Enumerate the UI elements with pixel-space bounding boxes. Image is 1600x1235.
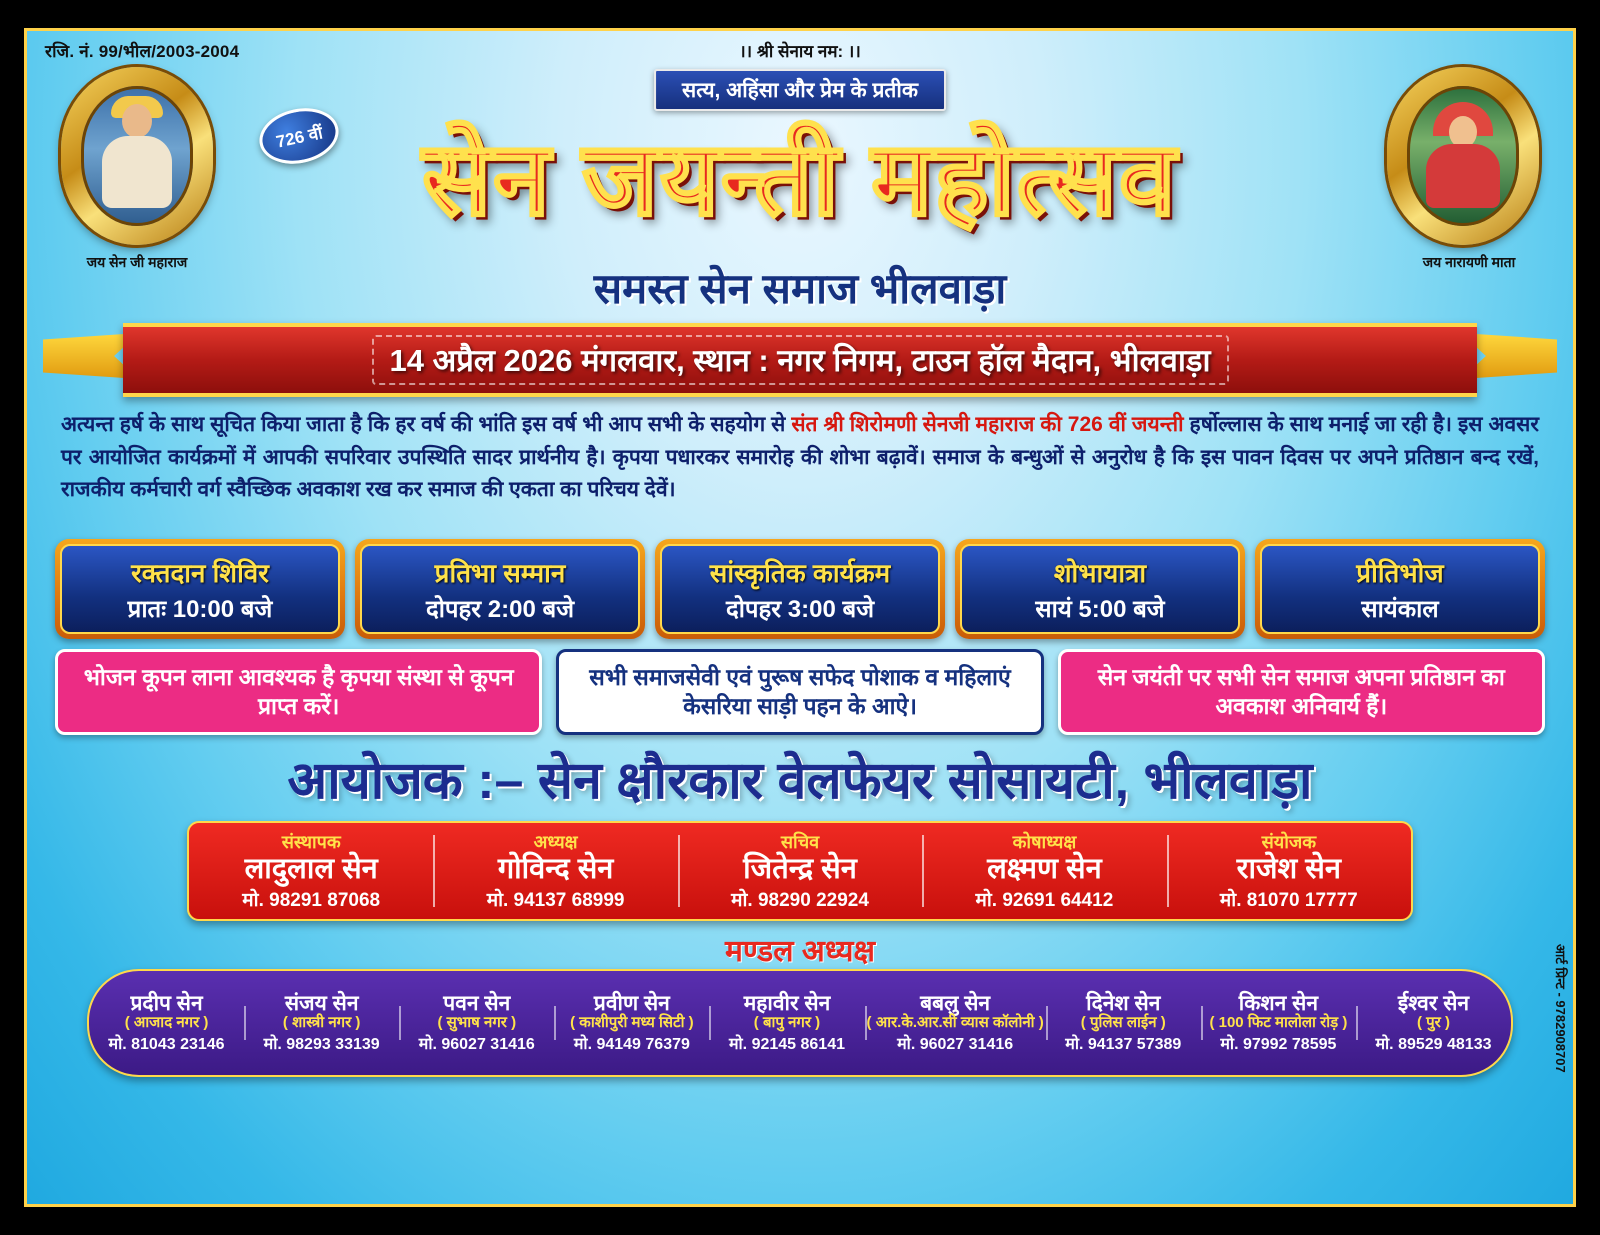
mandal-member-area: ( 100 फिट मालोला रोड़ ) xyxy=(1209,1014,1348,1032)
program-time: दोपहर 2:00 बजे xyxy=(425,595,575,623)
mandal-member xyxy=(89,992,244,1054)
mandal-member-area: ( सुभाष नगर ) xyxy=(437,1014,517,1032)
page-subtitle: समस्त सेन समाज भीलवाड़ा xyxy=(593,265,1007,312)
mandal-member-mobile: मो. 89529 48133 xyxy=(1375,1035,1492,1053)
ribbon-body xyxy=(123,323,1477,397)
officer-name: लक्ष्मण सेन xyxy=(987,853,1102,886)
program-item xyxy=(55,539,345,639)
mandal-member-name: महावीर सेन xyxy=(743,992,831,1016)
mandal-member xyxy=(1356,992,1511,1054)
notice-item: सभी समाजसेवी एवं पुरूष सफेद पोशाक व महिलाएं केसरिया साड़ी पहन के आऐ। xyxy=(556,649,1043,735)
officer-role: संयोजक xyxy=(1261,832,1317,853)
tagline-banner: सत्य, अहिंसा और प्रेम के प्रतीक xyxy=(654,69,946,111)
officer-item xyxy=(433,823,677,919)
officer-name: जितेन्द्र सेन xyxy=(743,853,857,886)
officer-mobile: मो. 92691 64412 xyxy=(975,889,1114,911)
mandal-member xyxy=(1046,992,1201,1054)
organizer-line: आयोजक :– सेन क्षौरकार वेलफेयर सोसायटी, भीलवाड़ा xyxy=(287,752,1313,810)
officer-mobile: मो. 98290 22924 xyxy=(731,889,869,911)
program-item xyxy=(955,539,1245,639)
mandal-member xyxy=(865,992,1046,1054)
program-title: शोभायात्रा xyxy=(1053,557,1147,588)
mandal-panel xyxy=(87,969,1513,1077)
mata-portrait-caption: जय नारायणी माता xyxy=(1422,254,1516,270)
officer-name: राजेश सेन xyxy=(1236,853,1342,886)
registration-number: रजि. नं. 99/भील/2003-2004 xyxy=(45,42,240,61)
mandal-member-mobile: मो. 97992 78595 xyxy=(1220,1035,1337,1053)
officer-name: गोविन्द सेन xyxy=(497,853,614,886)
officer-mobile: मो. 81070 17777 xyxy=(1219,889,1358,911)
date-venue-ribbon xyxy=(27,323,1573,391)
officer-item xyxy=(1167,823,1411,919)
invocation-mantra: ।। श्री सेनाय नम: ।। xyxy=(739,42,861,61)
program-time: सायं 5:00 बजे xyxy=(1035,595,1165,623)
officer-name: लादुलाल सेन xyxy=(244,853,378,886)
mandal-member xyxy=(399,992,554,1054)
mandal-member-area: ( आर.के.आर.सी व्यास कॉलोनी ) xyxy=(866,1014,1044,1032)
mandal-member-mobile: मो. 94149 76379 xyxy=(573,1035,690,1053)
mandal-member-mobile: मो. 81043 23146 xyxy=(108,1035,225,1053)
mandal-member-area: ( पुर ) xyxy=(1417,1014,1450,1032)
officer-role: सचिव xyxy=(780,832,820,853)
program-item xyxy=(1255,539,1545,639)
officer-role: अध्यक्ष xyxy=(533,832,578,853)
program-time: दोपहर 3:00 बजे xyxy=(725,595,875,623)
officer-role: कोषाध्यक्ष xyxy=(1012,832,1077,853)
mandal-section-title: मण्डल अध्यक्ष xyxy=(724,935,876,968)
mandal-member-area: ( बापु नगर ) xyxy=(753,1014,821,1032)
mandal-member-area: ( काशीपुरी मध्य सिटी ) xyxy=(570,1014,694,1032)
mandal-member-name: किशन सेन xyxy=(1238,992,1318,1016)
officer-mobile: मो. 94137 68999 xyxy=(486,889,625,911)
mandal-member-name: प्रदीप सेन xyxy=(130,992,203,1016)
program-list xyxy=(55,539,1545,639)
mandal-member-name: प्रवीण सेन xyxy=(593,992,670,1016)
mandal-member-mobile: मो. 92145 86141 xyxy=(728,1035,846,1053)
announcement-paragraph xyxy=(61,409,1539,507)
anniversary-badge: 726 वीं xyxy=(254,101,343,170)
program-title: सांस्कृतिक कार्यक्रम xyxy=(709,557,891,588)
mandal-member-name: बबलु सेन xyxy=(920,992,991,1016)
poster-frame xyxy=(24,28,1576,1207)
mandal-member-area: ( आजाद नगर ) xyxy=(124,1014,209,1032)
paragraph-part-2: हर्षोल्लास के साथ मनाई जा रही है। इस अवसर पर आयोजित कार्यक्रमों में आपकी सपरिवार उपस्थिति सादर प्रार्थनीय है। कृपया पधारकर समारोह की शोभा बढ़ावें। समाज के बन्धुओं से अनुरोध है कि इस पावन दिवस पर अपने प्रतिष्ठान बन्द रखें, राजकीय कर्मचारी वर्ग स्वैच्छिक अवकाश रख कर समाज की एकता का परिचय देवें। xyxy=(61,413,1539,502)
program-time: सायंकाल xyxy=(1361,595,1439,623)
saint-portrait-caption: जय सेन जी महाराज xyxy=(86,254,188,270)
mandal-member-name: ईश्वर सेन xyxy=(1397,992,1470,1016)
mandal-member-name: दिनेश सेन xyxy=(1086,992,1161,1016)
page-title: सेन जयन्ती महोत्सव xyxy=(422,122,1178,236)
officer-item xyxy=(678,823,922,919)
mandal-member-mobile: मो. 98293 33139 xyxy=(263,1035,380,1053)
mandal-member xyxy=(709,992,864,1054)
notice-item: भोजन कूपन लाना आवश्यक है कृपया संस्था से कूपन प्राप्त करें। xyxy=(55,649,542,735)
paragraph-highlight: संत श्री शिरोमणी सेनजी महाराज की 726 वीं जयन्ती xyxy=(791,413,1184,436)
mandal-member xyxy=(244,992,399,1054)
mandal-member-mobile: मो. 96027 31416 xyxy=(418,1035,535,1053)
paragraph-part-1: अत्यन्त हर्ष के साथ सूचित किया जाता है कि हर वर्ष की भांति इस वर्ष भी आप सभी के सहयोग से xyxy=(61,413,792,436)
program-time: प्रातः 10:00 बजे xyxy=(127,595,273,623)
program-item xyxy=(655,539,945,639)
mandal-member-mobile: मो. 96027 31416 xyxy=(897,1035,1014,1053)
mandal-member-name: पवन सेन xyxy=(443,992,511,1016)
officer-role: संस्थापक xyxy=(281,832,341,853)
officers-panel xyxy=(187,821,1413,921)
date-venue-text: 14 अप्रैल 2026 मंगलवार, स्थान : नगर निगम, टाउन हॉल मैदान, भीलवाड़ा xyxy=(372,335,1229,385)
mandal-member-area: ( शास्त्री नगर ) xyxy=(282,1014,361,1032)
officer-item xyxy=(189,823,433,919)
notice-item: सेन जयंती पर सभी सेन समाज अपना प्रतिष्ठान का अवकाश अनिवार्य हैं। xyxy=(1058,649,1545,735)
printer-credit: आर्ट प्रिन्ट - 9782908707 xyxy=(1553,944,1568,1073)
notice-list xyxy=(55,649,1545,735)
program-title: प्रतिभा सम्मान xyxy=(434,557,566,588)
officer-mobile: मो. 98291 87068 xyxy=(242,889,381,911)
program-title: रक्तदान शिविर xyxy=(131,557,269,588)
mandal-member xyxy=(1201,992,1356,1054)
program-item xyxy=(355,539,645,639)
program-title: प्रीतिभोज xyxy=(1356,557,1444,588)
mandal-member-name: संजय सेन xyxy=(284,992,359,1016)
mandal-member-area: ( पुलिस लाईन ) xyxy=(1080,1014,1166,1032)
mandal-member xyxy=(554,992,709,1054)
officer-item xyxy=(922,823,1166,919)
mandal-member-mobile: मो. 94137 57389 xyxy=(1065,1035,1182,1053)
